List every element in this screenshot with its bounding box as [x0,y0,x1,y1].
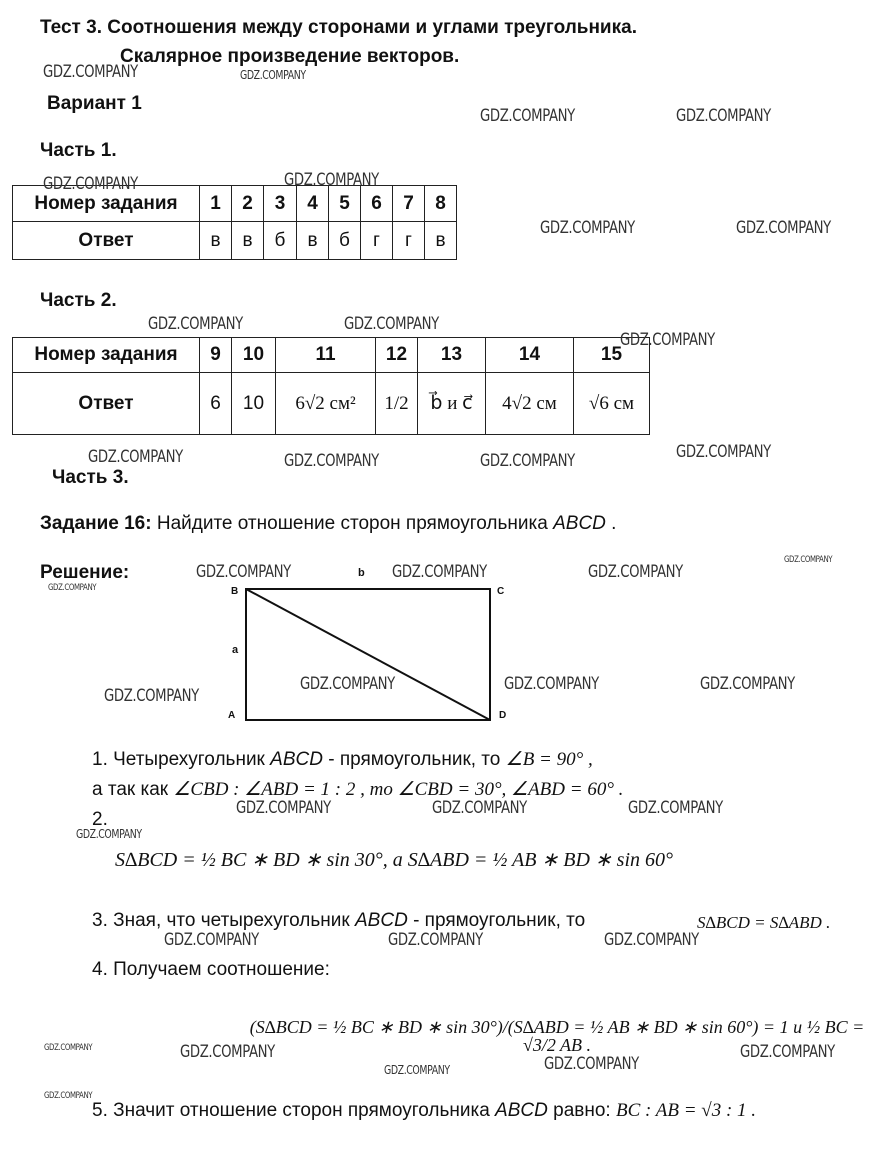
watermark: GDZ.COMPANY [620,330,715,350]
title-line-1: Тест 3. Соотношения между сторонами и углами треугольника. [40,17,637,38]
step-2: 2. [92,809,108,830]
watermark: GDZ.COMPANY [44,1091,93,1101]
step-italic: ABCD [270,749,323,770]
watermark: GDZ.COMPANY [164,930,259,950]
watermark: GDZ.COMPANY [736,218,831,238]
step-5 [92,1101,756,1120]
step-3-formula: S∆BCD = S∆ABD . [697,913,831,932]
watermark: GDZ.COMPANY [48,583,97,593]
answer-cell: 6√2 см² [276,373,376,435]
step-text: 1. Четырехугольник [92,749,271,770]
watermark: GDZ.COMPANY [196,562,291,582]
rectangle-figure [240,585,500,725]
watermark: GDZ.COMPANY [236,798,331,818]
step-3 [92,911,585,930]
row-header: Номер задания [13,186,200,222]
step-4-formula: (S∆BCD = ½ BC ∗ BD ∗ sin 30°)/(S∆ABD = ½ AB ∗ BD ∗ sin 60°) = 1 и ½ BC = √3/2 AB . [249,1017,865,1055]
part1-table [12,185,457,260]
vertex-d-label: D [499,710,507,721]
watermark: GDZ.COMPANY [676,106,771,126]
task-number: 4 [297,186,329,222]
step-text: - прямоугольник, то [407,910,586,931]
task-number: 14 [486,338,574,373]
answer-cell: в [200,222,232,260]
task-number: 13 [418,338,486,373]
watermark: GDZ.COMPANY [43,174,138,194]
part2-table [12,337,650,435]
watermark: GDZ.COMPANY [88,447,183,467]
watermark: GDZ.COMPANY [740,1042,835,1062]
step-math: ∠B = 90° , [505,749,593,770]
watermark: GDZ.COMPANY [300,674,395,694]
watermark: GDZ.COMPANY [284,451,379,471]
watermark: GDZ.COMPANY [104,686,199,706]
title-line-2: Скалярное произведение векторов. [120,46,460,67]
watermark: GDZ.COMPANY [480,106,575,126]
task-number: 9 [200,338,232,373]
part2-heading: Часть 2. [40,290,117,311]
part3-heading: Часть 3. [52,467,129,488]
step-4: 4. Получаем соотношение: [92,959,330,980]
diagonal-bd [246,589,490,720]
answer-cell: 1/2 [376,373,418,435]
answer-cell: в [425,222,457,260]
step-italic: ABCD [355,910,408,931]
vertex-c-label: C [497,586,505,597]
watermark: GDZ.COMPANY [676,442,771,462]
task16-label: Задание 16: [40,513,152,534]
task16-figure-name: ABCD [553,513,606,534]
step-1-cont [92,780,623,799]
watermark: GDZ.COMPANY [388,930,483,950]
watermark: GDZ.COMPANY [544,1054,639,1074]
step-italic: ABCD [495,1100,548,1121]
step-text: 3. Зная, что четырехугольник [92,910,355,931]
task-number: 7 [393,186,425,222]
task-number: 6 [361,186,393,222]
task-number: 12 [376,338,418,373]
answer-cell: √6 см [574,373,650,435]
side-a-label: a [232,644,239,656]
watermark: GDZ.COMPANY [480,451,575,471]
step-text: 5. Значит отношение сторон прямоугольника [92,1100,496,1121]
answer-cell: 4√2 см [486,373,574,435]
watermark: GDZ.COMPANY [344,314,439,334]
vertex-a-label: A [228,710,236,721]
watermark: GDZ.COMPANY [44,1043,93,1053]
task-number: 11 [276,338,376,373]
watermark: GDZ.COMPANY [43,62,138,82]
answer-cell: в [232,222,264,260]
task-number: 8 [425,186,457,222]
answer-cell: б [264,222,297,260]
task-number: 10 [232,338,276,373]
answer-cell: в [297,222,329,260]
task-number: 1 [200,186,232,222]
step-text: - прямоугольник, то [322,749,506,770]
step-math: ∠CBD : ∠ABD = 1 : 2 , то ∠CBD = 30°, ∠ABD = 60° . [173,779,624,800]
step-text: а так как [92,779,174,800]
watermark: GDZ.COMPANY [628,798,723,818]
watermark: GDZ.COMPANY [180,1042,275,1062]
step-2-formula: S∆BCD = ½ BC ∗ BD ∗ sin 30°, а S∆ABD = ½ AB ∗ BD ∗ sin 60° [115,849,673,871]
answer-cell: г [393,222,425,260]
watermark: GDZ.COMPANY [504,674,599,694]
watermark: GDZ.COMPANY [240,68,306,82]
watermark: GDZ.COMPANY [384,1063,450,1077]
answer-cell: г [361,222,393,260]
watermark: GDZ.COMPANY [540,218,635,238]
vertex-b-label: B [231,586,239,597]
task-number: 3 [264,186,297,222]
task-number: 5 [329,186,361,222]
task16-end: . [605,513,617,534]
answer-header: Ответ [13,222,200,260]
watermark: GDZ.COMPANY [392,562,487,582]
watermark: GDZ.COMPANY [148,314,243,334]
part1-heading: Часть 1. [40,140,117,161]
step-text: равно: [547,1100,616,1121]
watermark: GDZ.COMPANY [432,798,527,818]
watermark: GDZ.COMPANY [700,674,795,694]
watermark: GDZ.COMPANY [284,170,379,190]
side-b-label: b [358,567,365,579]
variant-label: Вариант 1 [47,93,142,114]
row-header: Номер задания [13,338,200,373]
task-number: 2 [232,186,264,222]
answer-header: Ответ [13,373,200,435]
task-number: 15 [574,338,650,373]
answer-cell: б [329,222,361,260]
watermark: GDZ.COMPANY [588,562,683,582]
task16 [40,514,616,533]
step-math: BC : AB = √3 : 1 . [615,1100,757,1121]
watermark: GDZ.COMPANY [76,827,142,841]
step-1 [92,750,593,769]
answer-cell: 6 [200,373,232,435]
watermark: GDZ.COMPANY [604,930,699,950]
answer-cell: 10 [232,373,276,435]
watermark: GDZ.COMPANY [784,555,833,565]
solution-label: Решение: [40,562,130,583]
task16-text: Найдите отношение сторон прямоугольника [156,513,548,534]
answer-cell: b⃗ и c⃗ [418,373,486,435]
